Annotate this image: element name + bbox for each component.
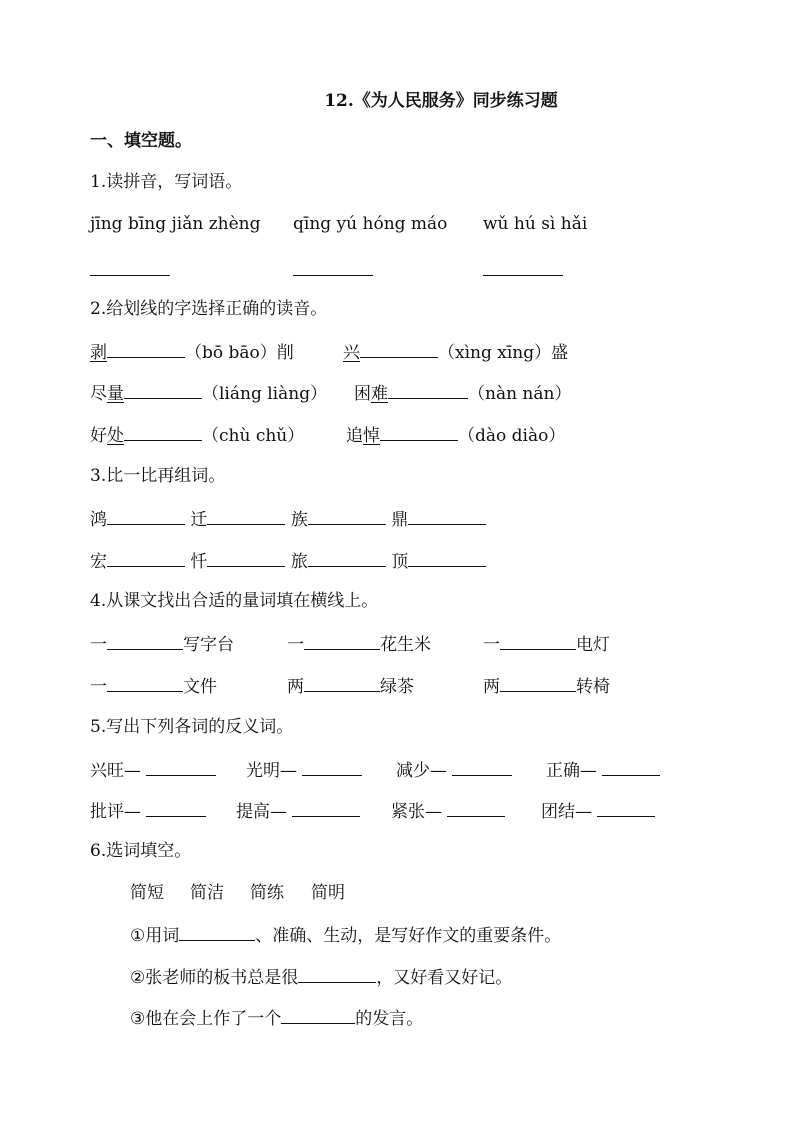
answer-blank[interactable]	[146, 799, 206, 817]
answer-blank[interactable]	[293, 258, 373, 276]
measure-word-item: 一 电灯	[483, 632, 610, 656]
question-2-prompt: 2.给划线的字选择正确的读音。	[90, 299, 328, 319]
antonym-item: 提高—	[236, 799, 360, 823]
antonym-item: 兴旺—	[90, 758, 216, 782]
answer-blank[interactable]	[107, 674, 183, 692]
answer-blank[interactable]	[146, 758, 216, 776]
compare-row: 鸿 迁 族 鼎	[90, 507, 486, 531]
pronunciation-item: 剥 （bō bāo）削	[90, 340, 294, 364]
answer-blank[interactable]	[408, 507, 486, 525]
answer-blank[interactable]	[292, 799, 360, 817]
answer-blank[interactable]	[107, 340, 185, 358]
question-6-prompt: 6.选词填空。	[90, 841, 192, 861]
pinyin-1: jīng bīng jiǎn zhèng	[90, 214, 261, 234]
pinyin-2: qīng yú hóng máo	[293, 214, 448, 234]
question-1-prompt: 1.读拼音，写词语。	[90, 172, 243, 192]
answer-blank[interactable]	[207, 549, 285, 567]
answer-blank[interactable]	[500, 674, 576, 692]
pronunciation-item: 兴 （xìng xīng）盛	[343, 340, 568, 364]
antonym-item: 批评—	[90, 799, 206, 823]
fill-sentence-3: ③他在会上作了一个 的发言。	[130, 1006, 423, 1030]
measure-word-item: 一 写字台	[90, 632, 234, 656]
answer-blank[interactable]	[602, 758, 660, 776]
fill-sentence-2: ②张老师的板书总是很 ，又好看又好记。	[130, 965, 512, 989]
word-choice-1: 简短	[130, 883, 164, 903]
word-choice-2: 简洁	[190, 883, 224, 903]
question-5-prompt: 5.写出下列各词的反义词。	[90, 717, 294, 737]
answer-blank[interactable]	[447, 799, 505, 817]
answer-blank[interactable]	[281, 1006, 355, 1024]
answer-blank[interactable]	[380, 423, 458, 441]
pronunciation-item: 困难 （nàn nán）	[354, 381, 571, 405]
measure-word-item: 两 转椅	[483, 674, 610, 698]
antonym-item: 正确—	[546, 758, 660, 782]
pronunciation-item: 追悼 （dào diào）	[346, 423, 565, 447]
pronunciation-item: 好处 （chù chǔ）	[90, 423, 304, 447]
answer-blank[interactable]	[124, 381, 202, 399]
answer-blank[interactable]	[308, 507, 386, 525]
measure-word-item: 一 文件	[90, 674, 217, 698]
answer-blank[interactable]	[500, 632, 576, 650]
section-heading: 一、填空题。	[90, 131, 192, 151]
question-3-prompt: 3.比一比再组词。	[90, 466, 226, 486]
answer-blank[interactable]	[360, 340, 438, 358]
antonym-item: 减少—	[396, 758, 512, 782]
answer-blank[interactable]	[408, 549, 486, 567]
answer-blank[interactable]	[90, 258, 170, 276]
page-title: 12.《为人民服务》同步练习题	[324, 91, 558, 111]
answer-blank[interactable]	[304, 674, 380, 692]
answer-blank[interactable]	[207, 507, 285, 525]
measure-word-item: 两 绿茶	[287, 674, 414, 698]
antonym-item: 团结—	[541, 799, 655, 823]
answer-blank[interactable]	[107, 632, 183, 650]
answer-blank[interactable]	[308, 549, 386, 567]
answer-blank[interactable]	[452, 758, 512, 776]
measure-word-item: 一 花生米	[287, 632, 431, 656]
antonym-item: 光明—	[246, 758, 362, 782]
answer-blank[interactable]	[124, 423, 202, 441]
answer-blank[interactable]	[597, 799, 655, 817]
answer-blank[interactable]	[298, 965, 376, 983]
question-4-prompt: 4.从课文找出合适的量词填在横线上。	[90, 591, 379, 611]
pinyin-3: wǔ hú sì hǎi	[483, 214, 588, 234]
answer-blank[interactable]	[107, 507, 185, 525]
antonym-item: 紧张—	[391, 799, 505, 823]
compare-row: 宏 忏 旅 顶	[90, 549, 486, 573]
answer-blank[interactable]	[302, 758, 362, 776]
answer-blank[interactable]	[304, 632, 380, 650]
pronunciation-item: 尽量 （liáng liàng）	[90, 381, 327, 405]
word-choice-3: 简练	[250, 883, 284, 903]
word-choice-4: 简明	[311, 883, 345, 903]
answer-blank[interactable]	[179, 923, 255, 941]
answer-blank[interactable]	[483, 258, 563, 276]
answer-blank[interactable]	[107, 549, 185, 567]
fill-sentence-1: ①用词 、准确、生动，是写好作文的重要条件。	[130, 923, 561, 947]
answer-blank[interactable]	[388, 381, 468, 399]
